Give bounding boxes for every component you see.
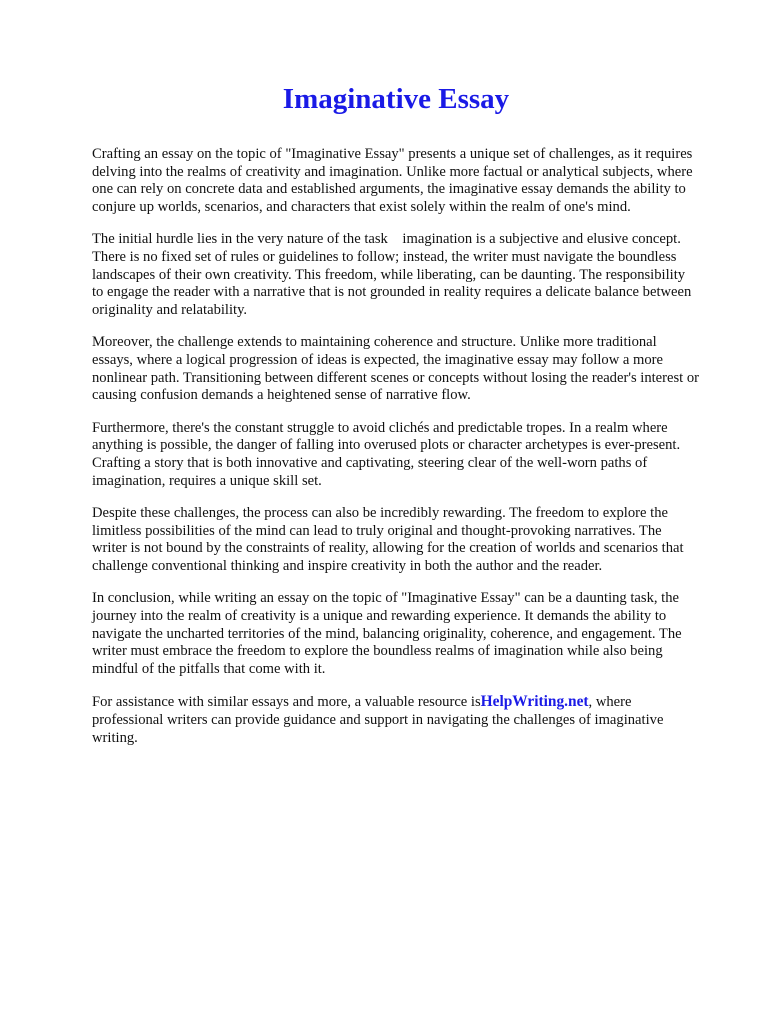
paragraph-closing xyxy=(92,693,700,747)
closing-text-before-link: For assistance with similar essays and more, a valuable resource is xyxy=(92,694,481,711)
paragraph-coherence: Moreover, the challenge extends to maintaining coherence and structure. Unlike more traditional essays, where a logical progression of ideas is expected, the imaginative essay may follow a more nonlinear path. Transitioning between different scenes or concepts without losing the reader's interest or causing confusion demands a heightened sense of narrative flow. xyxy=(92,334,700,404)
paragraph-cliches: Furthermore, there's the constant struggle to avoid clichés and predictable tropes. In a realm where anything is possible, the danger of falling into overused plots or character archetypes is ever-present. Crafting a story that is both innovative and captivating, steering clear of the well-worn paths of imagination, requires a unique skill set. xyxy=(92,419,681,489)
paragraph-initial-hurdle: The initial hurdle lies in the very nature of the task imagination is a subjective and elusive concept. There is no fixed set of rules or guidelines to follow; instead, the writer must navigate the boundless landscapes of their own creativity. This freedom, while liberating, can be daunting. The responsibility to engage the reader with a narrative that is not grounded in reality requires a delicate balance between originality and relatability. xyxy=(92,231,695,318)
helpwriting-link[interactable]: HelpWriting.net xyxy=(480,693,589,711)
paragraph-conclusion: In conclusion, while writing an essay on the topic of "Imaginative Essay" can be a daunting task, the journey into the realm of creativity is a unique and rewarding experience. It demands the ability to navigate the uncharted territories of the mind, balancing originality, coherence, and engagement. The writer must embrace the freedom to explore the boundless realms of imagination while also being mindful of the pitfalls that come with it. xyxy=(92,590,682,677)
paragraph-rewarding: Despite these challenges, the process can also be incredibly rewarding. The freedom to explore the limitless possibilities of the mind can lead to truly original and thought-provoking narratives. The writer is not bound by the constraints of reality, allowing for the creation of worlds and scenarios that challenge conventional thinking and inspire creativity in both the author and the reader. xyxy=(92,505,684,574)
paragraph-intro: Crafting an essay on the topic of "Imaginative Essay" presents a unique set of challenges, as it requires delving into the realms of creativity and imagination. Unlike more factual or analytical subjects, where one can rely on concrete data and established arguments, the imaginative essay demands the ability to conjure up worlds, scenarios, and characters that exist solely within the realm of one's mind. xyxy=(92,146,693,215)
closing-text-after-link: , where professional writers can provide guidance and support in navigating the challenges of imaginative writing. xyxy=(92,694,664,746)
page-title: Imaginative Essay xyxy=(282,83,510,115)
